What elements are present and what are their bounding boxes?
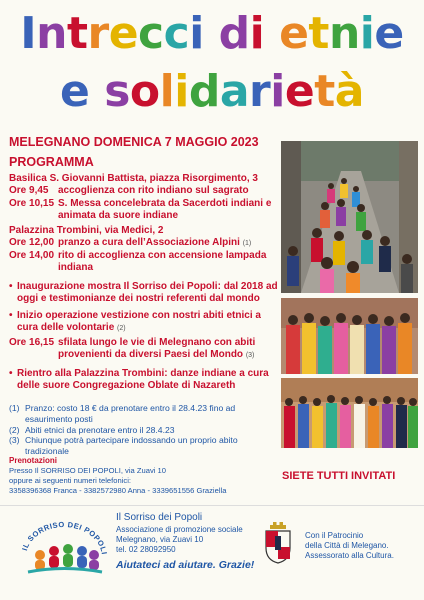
title-letter: i: [189, 8, 204, 59]
reservations-line: Presso Il SORRISO DEI POPOLI, via Zuavi 10: [9, 466, 166, 476]
association-phone: tel. 02 28092950: [116, 545, 176, 555]
program-heading: PROGRAMMA: [9, 155, 94, 169]
note-ref: (1): [242, 240, 252, 248]
association-address: Melegnano, via Zuavi 10: [116, 535, 204, 545]
title-letter: I: [20, 8, 37, 59]
title-letter: d: [218, 8, 250, 59]
title-letter: t: [308, 8, 329, 59]
title-letter: i: [174, 66, 189, 117]
program-desc: accoglienza con rito indiano sul sagrato: [58, 185, 249, 197]
program-item: [9, 337, 279, 362]
title-letter: c: [138, 8, 164, 59]
title-letter: l: [159, 66, 175, 117]
title-letter: e: [108, 8, 139, 59]
program-item: [9, 237, 279, 249]
program-time: Ore 16,15: [9, 337, 55, 348]
program-desc-text: pranzo a cura dell’Associazione Alpini: [58, 237, 240, 249]
title-letter: t: [66, 8, 88, 59]
patronage-line: della Città di Melegano.: [305, 541, 389, 551]
association-info: [116, 512, 254, 572]
poster-title-line2: [0, 66, 424, 117]
footnote-text: Abiti etnici da prenotare entro il 28.4.23: [25, 424, 175, 435]
footnote: [9, 435, 281, 457]
footnote-text: Chiunque potrà partecipare indossando un proprio abito tradizionale: [25, 435, 238, 457]
title-letter: à: [334, 66, 364, 117]
program-block-parade: [9, 337, 279, 362]
footnote-key: (2): [9, 424, 20, 435]
reservations-phones: 3358396368 Franca - 3382572980 Anna - 3339651556 Graziella: [9, 486, 227, 496]
footnote: [9, 403, 281, 425]
title-letter: n: [328, 8, 360, 59]
title-letter: d: [188, 66, 220, 117]
title-letter: i: [249, 8, 265, 59]
logo-text: IL SORRISO DEI POPOLI: [20, 519, 109, 556]
title-letter: c: [163, 8, 190, 59]
bullet-dressing: [9, 310, 279, 335]
bullet-inauguration: [9, 281, 279, 306]
title-letter: e: [279, 8, 309, 59]
note-ref: (3): [245, 352, 255, 360]
title-letter: [264, 12, 279, 56]
bullet-dot: •: [9, 281, 13, 292]
program-item: [9, 250, 279, 275]
patronage-line: Con il Patrocinio: [305, 531, 364, 540]
bullet-text: Inaugurazione mostra Il Sorriso dei Popoli: dal 2018 ad oggi e testimonianze dei nostri referenti dal mondo: [17, 281, 278, 305]
patronage: [305, 531, 394, 562]
program-desc-text: sfilata lungo le vie di Melegnano con abiti provenienti da diversi Paesi del Mondo: [58, 337, 256, 361]
bullet-text: Inizio operazione vestizione con nostri abiti etnici a cura delle volontarie: [17, 310, 261, 334]
title-letter: r: [249, 66, 271, 117]
program-time: Ore 9,45: [9, 185, 49, 197]
poster-title-line1: [0, 8, 424, 59]
footer-divider: [0, 505, 424, 506]
title-letter: a: [219, 66, 250, 117]
title-letter: e: [284, 66, 315, 117]
footnote-key: (3): [9, 435, 20, 446]
footnote: [9, 425, 281, 436]
program-desc: [58, 337, 279, 362]
invitation-text: SIETE TUTTI INVITATI: [282, 470, 396, 482]
bullet-text-wrap: [17, 310, 279, 335]
title-letter: [89, 70, 104, 114]
title-letter: t: [314, 66, 335, 117]
reservations-heading: Prenotazioni: [9, 456, 58, 465]
title-letter: i: [359, 8, 375, 59]
program-desc: S. Messa concelebrata da Sacerdoti indiani e animata da suore indiane: [58, 197, 272, 221]
program-block-palazzina: [9, 225, 279, 274]
program-item: [9, 198, 279, 223]
program-time: Ore 10,15: [9, 197, 55, 209]
footnotes: [9, 403, 281, 457]
association-logo: [18, 517, 110, 577]
patronage-line: Assessorato alla Cultura.: [305, 551, 394, 561]
title-letter: i: [270, 66, 285, 117]
title-letter: o: [129, 66, 160, 117]
association-name: Il Sorriso dei Popoli: [116, 512, 203, 523]
note-ref: (2): [117, 325, 126, 333]
association-slogan: Aiutateci ad aiutare. Grazie!: [116, 558, 255, 571]
reservations: [9, 456, 309, 496]
title-letter: e: [374, 8, 404, 59]
reservations-line: oppure ai seguenti numeri telefonici:: [9, 476, 131, 486]
program-desc: [58, 237, 279, 249]
program-desc: rito di accoglienza con accensione lampada indiana: [58, 249, 267, 273]
program-time: Ore 12,00: [9, 237, 55, 249]
bullet-return: [9, 368, 279, 393]
title-letter: n: [36, 8, 67, 59]
program-time: Ore 14,00: [9, 249, 55, 261]
bullet-dot: •: [9, 310, 13, 321]
venue-palazzina: Palazzina Trombini, via Medici, 2: [9, 225, 164, 236]
photo-group-women: [281, 298, 418, 374]
bullet-text: Rientro alla Palazzina Trombini: danze indiane a cura delle suore Congregazione Oblate di Nazareth: [17, 368, 269, 392]
title-letter: r: [87, 8, 109, 59]
association-type: Associazione di promozione sociale: [116, 524, 243, 534]
venue-basilica: Basilica S. Giovanni Battista, piazza Risorgimento, 3: [9, 173, 258, 184]
photo-group-portrait: [281, 378, 418, 448]
title-letter: s: [104, 66, 130, 117]
photo-street-parade: [281, 141, 418, 293]
program-block-basilica: [9, 173, 279, 222]
footnote-key: (1): [9, 403, 20, 413]
city-crest-icon: [263, 522, 293, 564]
title-letter: [204, 12, 219, 56]
footnote-text: Pranzo: costo 18 € da prenotare entro il 28.4.23 fino ad esaurimento posti: [25, 403, 236, 424]
event-date: MELEGNANO DOMENICA 7 MAGGIO 2023: [9, 135, 259, 149]
bullet-dot: •: [9, 368, 13, 379]
program-item: [9, 185, 279, 197]
title-letter: e: [60, 66, 90, 117]
